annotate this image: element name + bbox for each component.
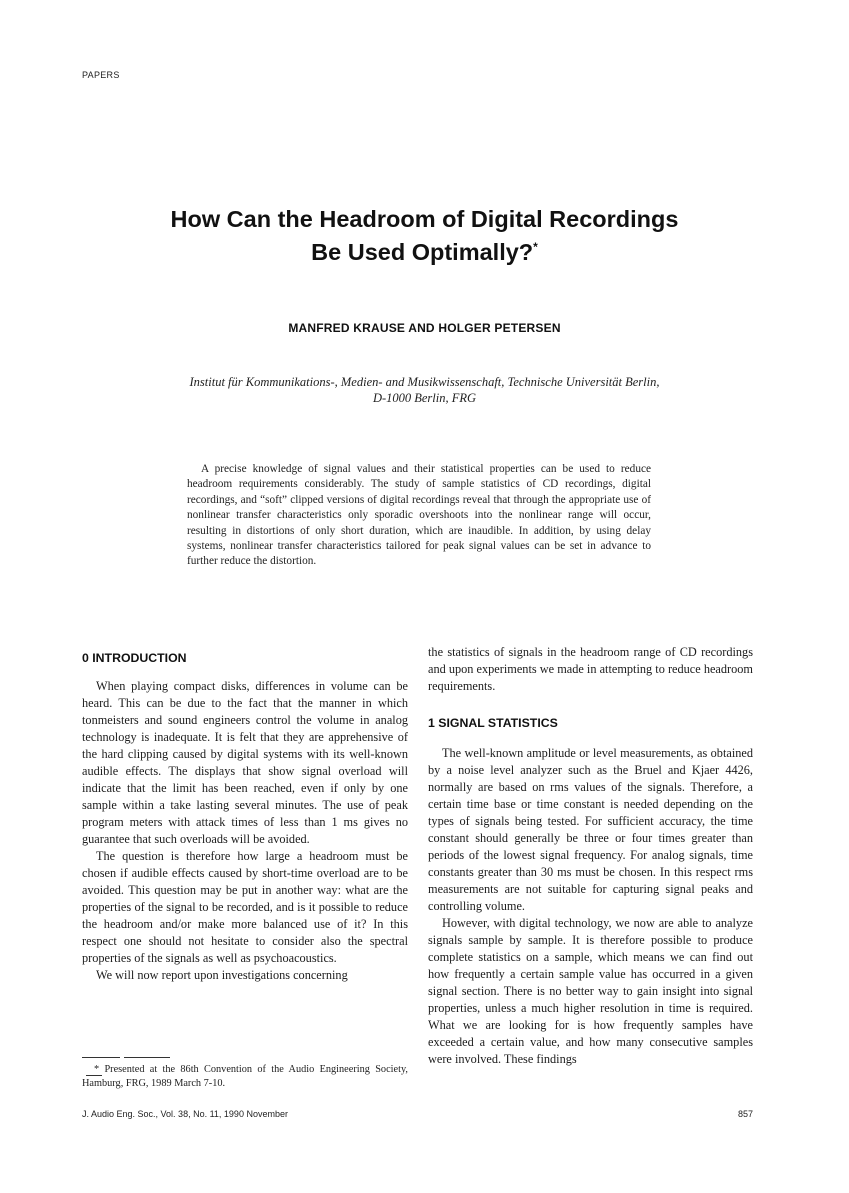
footnote: * Presented at the 86th Convention of the Audio Engineering Society, Hamburg, FRG, 1989 March 7-10.	[82, 1064, 408, 1089]
abstract: A precise knowledge of signal values and their statistical properties can be used to reduce headroom requirements considerably. The study of sample statistics of CD recordings, digital recordings, and “soft” clipped versions of digital recordings reveal that through the appropriate use of nonlinear transfer characteristics only sporadic overshoots into the nonlinear range will occur, resulting in distortions of only short duration, which are inaudible. In addition, by using delay systems, nonlinear transfer characteristics tailored for peak signal values can be set in advance to further reduce the distortion.	[187, 463, 651, 568]
signal-statistics-paragraph-1: The well-known amplitude or level measurements, as obtained by a noise level analyzer such as the Bruel and Kjaer 4426, normally are based on rms values of the signals. Therefore, a certain time base or time constant is needed depending on the types of signals being tested. For sufficient accuracy, the time constant should generally be three or four times greater than periods of the lowest signal frequency. For analog signals, time constants greater than 30 ms must be chosen. In this respect rms measurements are not suitable for capturing signal peaks and controlling volume.	[428, 746, 753, 913]
title-line-2-text: Be Used Optimally?	[311, 239, 534, 265]
introduction-paragraph-1: When playing compact disks, differences in volume can be heard. This can be due to the fact that the manner in which tonmeisters and sound engineers control the volume in analog technology is inadequate. It is felt that they are apprehensive of the hard clipping caused by digital systems with its well-known audible effects. The displays that show signal overload will indicate that the limit has been reached, even if only by one sample within a take lasting several minutes. The use of peak program meters with attack times of less than 1 ms gives no guarantee that such overloads will be avoided.	[82, 679, 408, 846]
title-line-1: How Can the Headroom of Digital Recordings	[170, 206, 679, 232]
affiliation-line-2: D-1000 Berlin, FRG	[372, 391, 477, 405]
introduction-paragraph-2: The question is therefore how large a headroom must be chosen if audible effects caused by short-time overload are to be avoided. This question may be put in another way: what are the properties of the signal to be recorded, and is it possible to reduce the headroom and/or make more balanced use of it? In this respect one should not hesitate to consider also the spectral properties of the signals as well as psychoacoustics.	[82, 849, 408, 965]
signal-statistics-paragraph-2: However, with digital technology, we now are able to analyze signals sample by sample. It is therefore possible to produce complete statistics on a sample, which means we can find out how frequently a certain sample value has occurred in a given signal section. There is no better way to gain insight into signal properties, unless a much higher resolution in time is required. What we are looking for is how frequently samples have exceeded a certain value, and how many consecutive samples were involved. These findings	[428, 916, 753, 1066]
signal-statistics-heading: 1 SIGNAL STATISTICS	[428, 716, 558, 730]
authors: MANFRED KRAUSE AND HOLGER PETERSEN	[288, 321, 561, 335]
introduction-heading: 0 INTRODUCTION	[82, 651, 187, 665]
title-line-2	[0, 236, 849, 269]
footnote-rule	[82, 1057, 186, 1058]
introduction-paragraph-3: We will now report upon investigations concerning	[96, 968, 348, 982]
affiliation	[0, 374, 849, 406]
page-number: 857	[737, 1109, 753, 1119]
affiliation-line-1: Institut für Kommunikations-, Medien- and Musikwissenschaft, Technische Universität Berlin,	[189, 375, 660, 389]
journal-citation: J. Audio Eng. Soc., Vol. 38, No. 11, 1990 November	[82, 1109, 288, 1119]
section-label: PAPERS	[82, 70, 120, 80]
paper-title	[0, 203, 849, 269]
introduction-paragraph-3-continued: the statistics of signals in the headroom range of CD recordings and upon experiments we made in attempting to reduce headroom requirements.	[428, 645, 753, 693]
right-column	[428, 644, 753, 1068]
left-column	[82, 650, 408, 984]
title-footnote-mark: *	[533, 240, 538, 255]
